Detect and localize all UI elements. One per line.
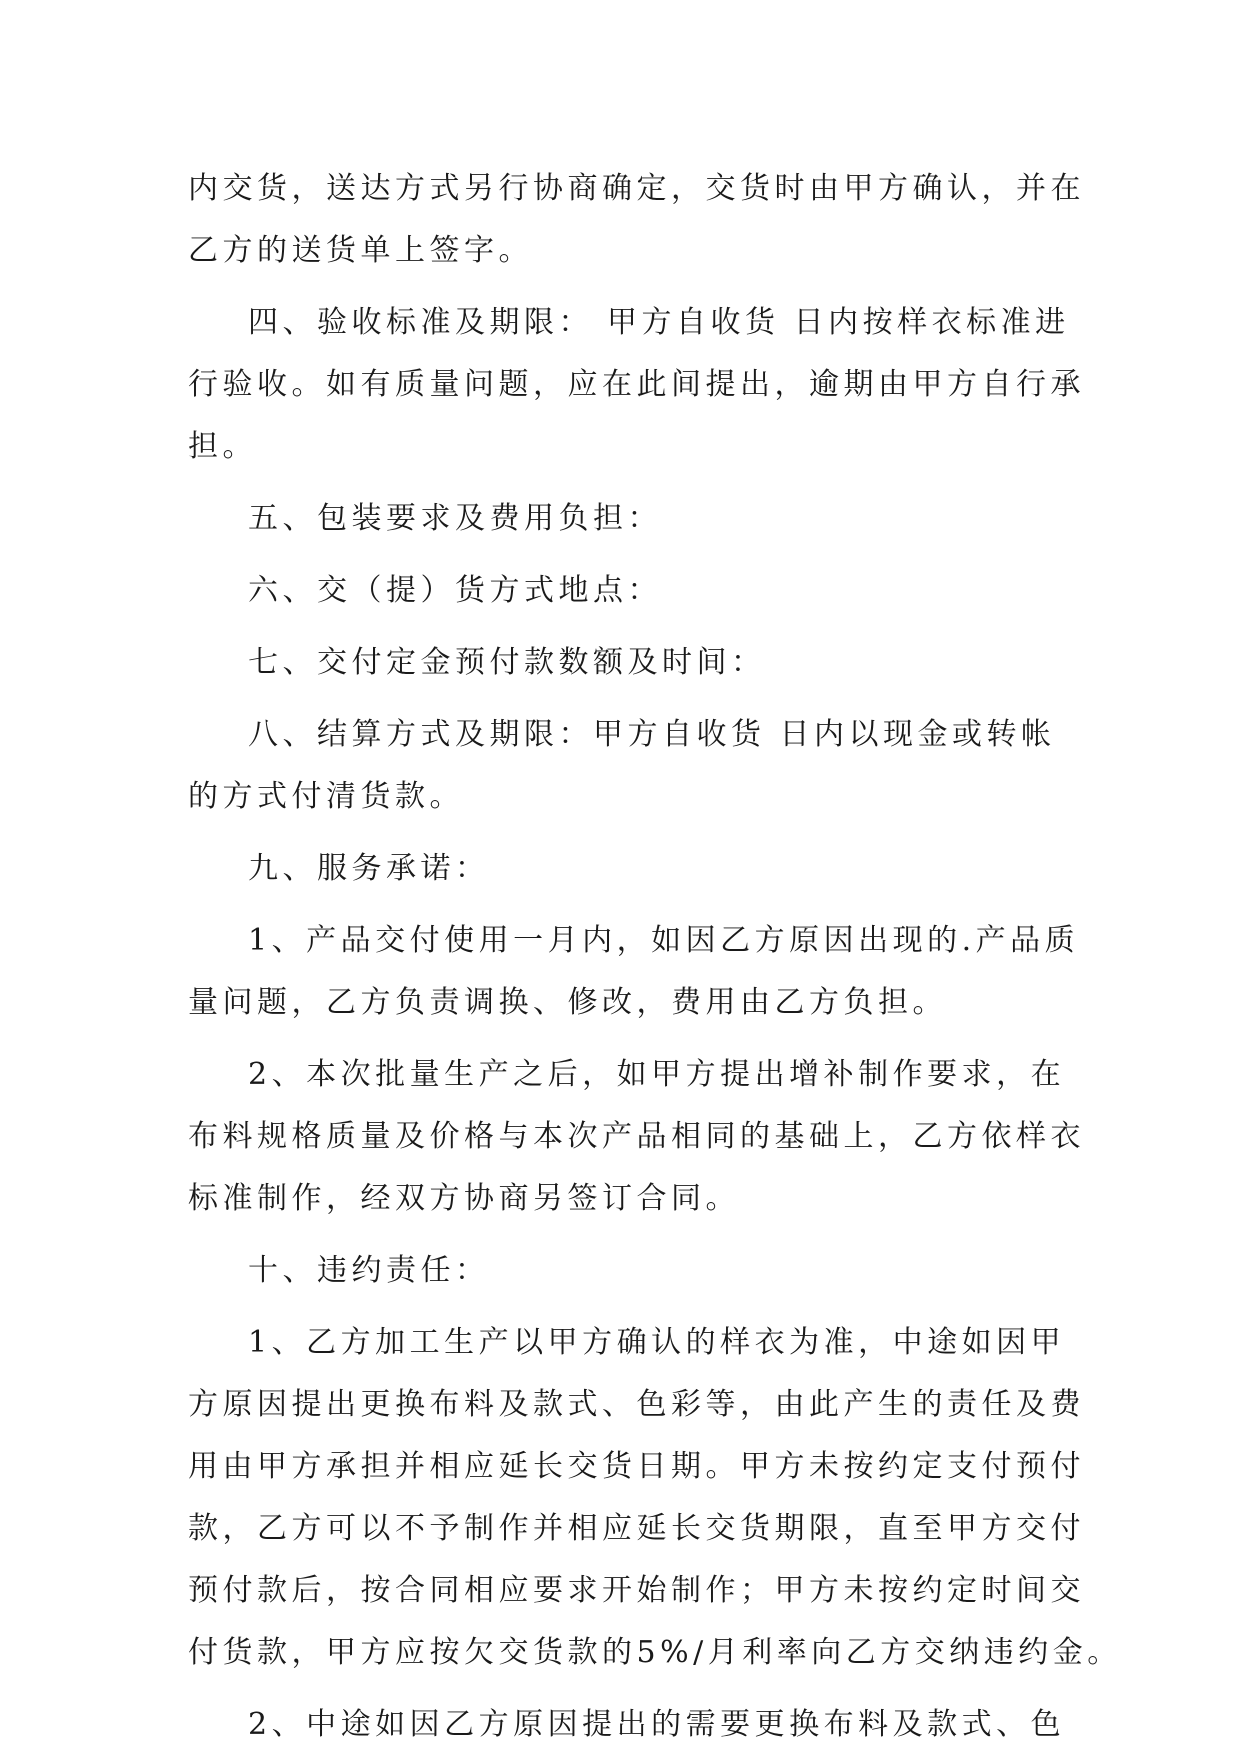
paragraph-line: 行验收。如有质量问题，应在此间提出，逾期由甲方自行承 bbox=[188, 367, 1085, 402]
document-body bbox=[188, 158, 1122, 1756]
clause-8-heading: 八、结算方式及期限：甲方自收货 日内以现金或转帐 bbox=[248, 717, 1056, 752]
paragraph-line: 用由甲方承担并相应延长交货日期。甲方未按约定支付预付 bbox=[188, 1449, 1085, 1484]
paragraph-line: 预付款后，按合同相应要求开始制作；甲方未按约定时间交 bbox=[188, 1573, 1085, 1608]
paragraph-line: 标准制作，经双方协商另签订合同。 bbox=[188, 1181, 740, 1216]
paragraph-line: 款，乙方可以不予制作并相应延长交货期限，直至甲方交付 bbox=[188, 1511, 1085, 1546]
paragraph-line: 方原因提出更换布料及款式、色彩等，由此产生的责任及费 bbox=[188, 1387, 1085, 1422]
paragraph-line: 付货款，甲方应按欠交货款的5%/月利率向乙方交纳违约金。 bbox=[188, 1635, 1122, 1670]
paragraph-line: 乙方的送货单上签字。 bbox=[188, 233, 533, 268]
liability-item-2: 2、中途如因乙方原因提出的需要更换布料及款式、色 bbox=[248, 1707, 1066, 1742]
clause-7-heading: 七、交付定金预付款数额及时间： bbox=[248, 645, 766, 680]
clause-6-heading: 六、交（提）货方式地点： bbox=[248, 573, 662, 608]
paragraph-line: 内交货，送达方式另行协商确定，交货时由甲方确认，并在 bbox=[188, 171, 1085, 206]
service-item-2: 2、本次批量生产之后，如甲方提出增补制作要求，在 bbox=[248, 1057, 1066, 1092]
paragraph-line: 担。 bbox=[188, 429, 257, 464]
clause-4-heading: 四、验收标准及期限： 甲方自收货 日内按样衣标准进 bbox=[248, 305, 1070, 340]
liability-item-1: 1、乙方加工生产以甲方确认的样衣为准，中途如因甲 bbox=[248, 1325, 1066, 1360]
clause-9-heading: 九、服务承诺： bbox=[248, 851, 490, 886]
paragraph-line: 布料规格质量及价格与本次产品相同的基础上，乙方依样衣 bbox=[188, 1119, 1085, 1154]
paragraph-line: 的方式付清货款。 bbox=[188, 779, 464, 814]
paragraph-line: 量问题，乙方负责调换、修改，费用由乙方负担。 bbox=[188, 985, 947, 1020]
clause-5-heading: 五、包装要求及费用负担： bbox=[248, 501, 662, 536]
service-item-1: 1、产品交付使用一月内，如因乙方原因出现的.产品质 bbox=[248, 923, 1080, 958]
clause-10-heading: 十、违约责任： bbox=[248, 1253, 490, 1288]
